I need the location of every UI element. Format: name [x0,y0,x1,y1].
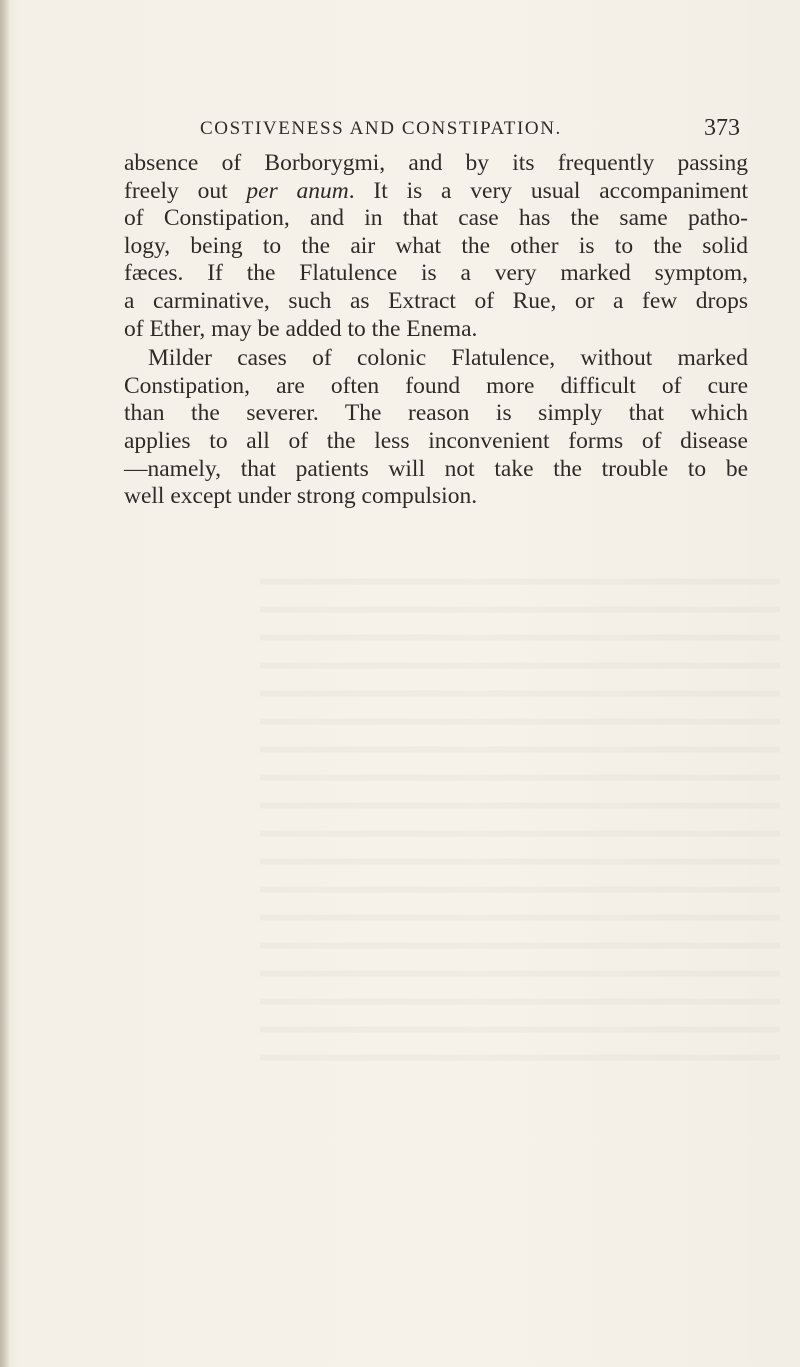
text-line: absence of Borborygmi, and by its frequently passing [124,150,748,176]
text-line: than the severer. The reason is simply that which [124,400,748,427]
body-text [124,150,748,511]
text-line: fæces. If the Flatulence is a very marked symptom, [124,260,748,287]
latin-phrase: per anum [246,177,349,204]
paragraph-2 [124,345,748,511]
text-line: of Ether, may be added to the Enema. [124,315,478,342]
paragraph-1 [124,150,748,343]
running-title: COSTIVENESS AND CONSTIPATION. [200,118,562,139]
text-line: freely out per anum. It is a very usual accompaniment [124,177,749,204]
text-line: —namely, that patients will not take the trouble to be [124,455,748,482]
bleed-through-texture [260,560,780,1080]
text-line: Milder cases of colonic Flatulence, without marked [148,345,748,372]
text-line: well except under strong compulsion. [124,483,478,510]
binding-shadow [0,0,10,1367]
running-header [130,115,740,148]
text-line: applies to all of the less inconvenient forms of disease [124,427,748,454]
text-line: of Constipation, and in that case has the same patho- [124,205,748,232]
text-line: a carminative, such as Extract of Rue, or a few drops [124,287,748,314]
text-line: Constipation, are often found more difficult of cure [124,372,748,399]
text-line: logy, being to the air what the other is to the solid [124,232,748,259]
page-number: 373 [704,115,740,141]
